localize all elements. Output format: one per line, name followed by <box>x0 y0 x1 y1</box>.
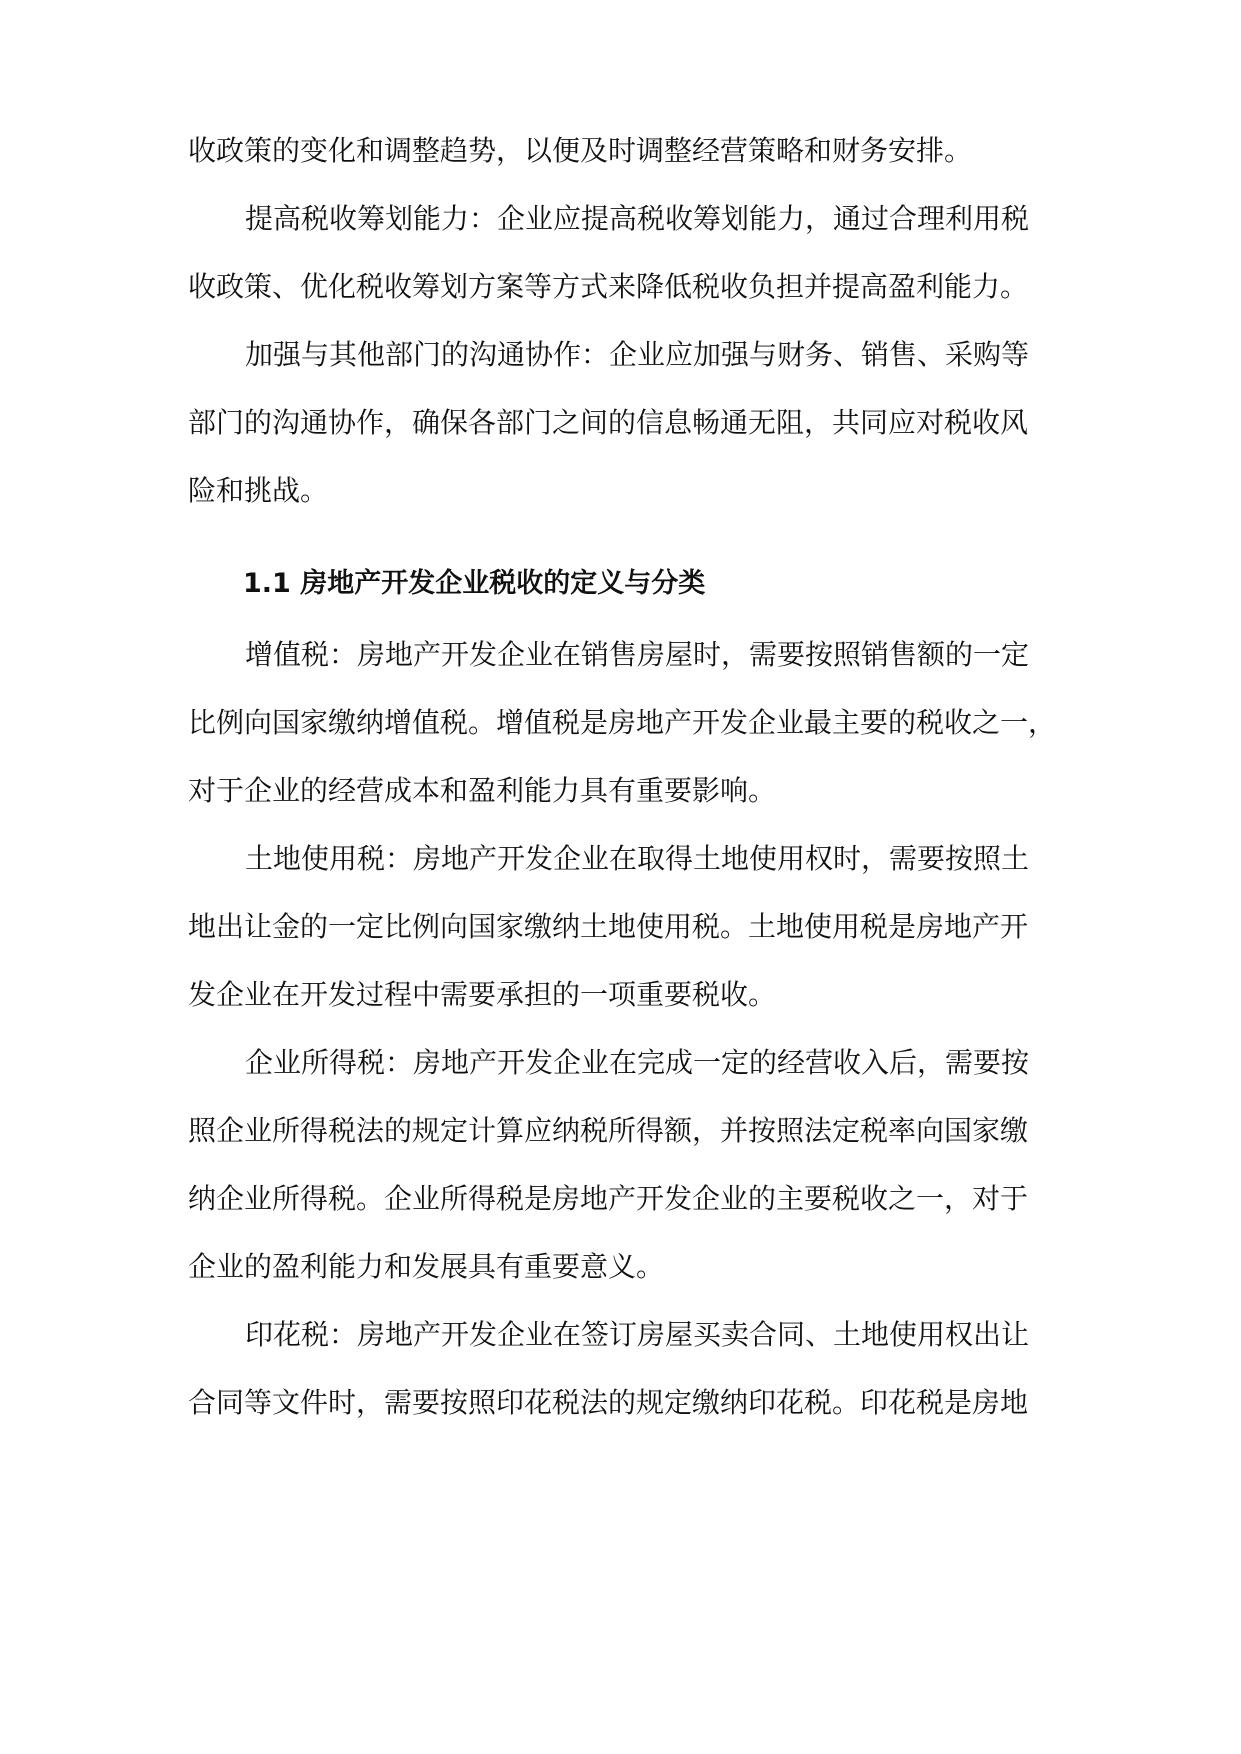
paragraph-line: 照企业所得税法的规定计算应纳税所得额，并按照法定税率向国家缴 <box>188 1114 1029 1147</box>
section-heading: 1.1 房地产开发企业税收的定义与分类 <box>243 568 706 599</box>
paragraph-line: 部门的沟通协作，确保各部门之间的信息畅通无阻，共同应对税收风 <box>188 406 1029 439</box>
paragraph-line: 收政策、优化税收筹划方案等方式来降低税收负担并提高盈利能力。 <box>188 270 1029 303</box>
paragraph-line: 纳企业所得税。企业所得税是房地产开发企业的主要税收之一，对于 <box>188 1182 1029 1215</box>
paragraph-line: 对于企业的经营成本和盈利能力具有重要影响。 <box>188 774 777 807</box>
paragraph-line: 企业的盈利能力和发展具有重要意义。 <box>188 1250 665 1283</box>
paragraph-line: 地出让金的一定比例向国家缴纳土地使用税。土地使用税是房地产开 <box>188 910 1029 943</box>
paragraph-line: 发企业在开发过程中需要承担的一项重要税收。 <box>188 978 777 1011</box>
paragraph-line: 土地使用税：房地产开发企业在取得土地使用权时，需要按照土 <box>245 842 1030 875</box>
paragraph-line: 收政策的变化和调整趋势，以便及时调整经营策略和财务安排。 <box>188 134 973 167</box>
paragraph-line: 加强与其他部门的沟通协作：企业应加强与财务、销售、采购等 <box>245 338 1030 371</box>
paragraph-line: 合同等文件时，需要按照印花税法的规定缴纳印花税。印花税是房地 <box>188 1386 1029 1419</box>
paragraph-line: 印花税：房地产开发企业在签订房屋买卖合同、土地使用权出让 <box>245 1318 1030 1351</box>
paragraph-line: 企业所得税：房地产开发企业在完成一定的经营收入后，需要按 <box>245 1046 1030 1079</box>
paragraph-line: 险和挑战。 <box>188 474 329 507</box>
paragraph-line: 增值税：房地产开发企业在销售房屋时，需要按照销售额的一定 <box>245 638 1030 671</box>
paragraph-line: 提高税收筹划能力：企业应提高税收筹划能力，通过合理利用税 <box>245 202 1030 235</box>
paragraph-line: 比例向国家缴纳增值税。增值税是房地产开发企业最主要的税收之一， <box>188 706 1057 739</box>
